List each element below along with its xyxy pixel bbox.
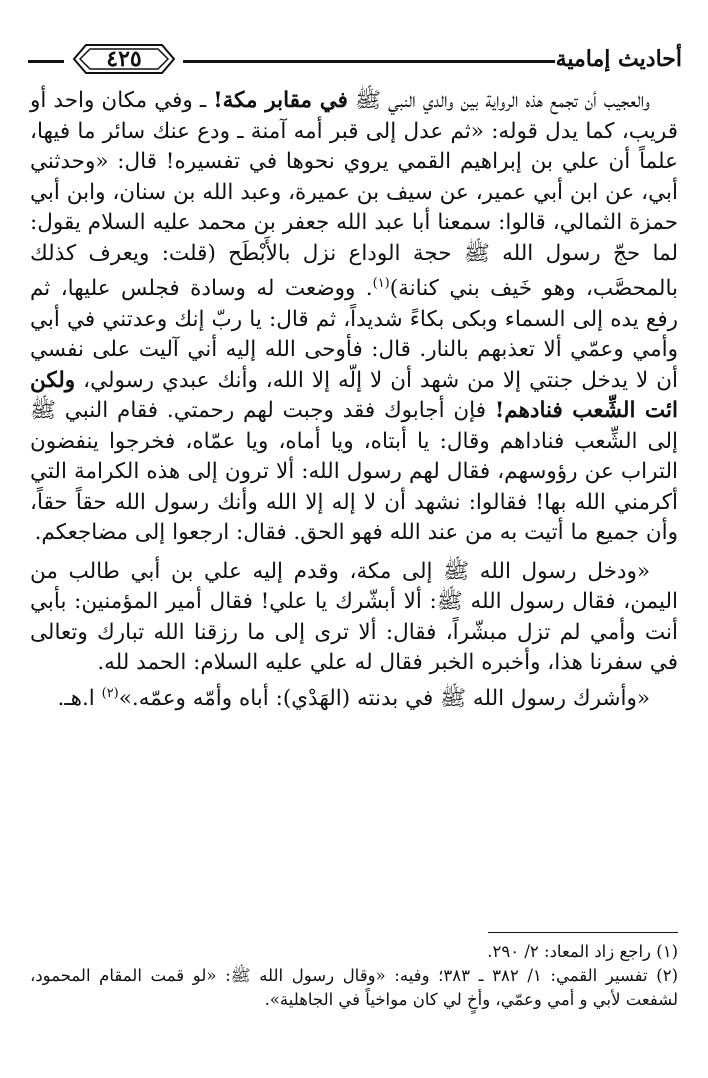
page-header — [18, 38, 690, 80]
text-run: ـ وفي مكان واحد أو قريب، كما يدل قوله: «ثم عدل إلى قبر أمه آمنة ـ ودع عنك سائر ما فيها، علماً أن علي بن إبراهيم القمي يروي نحوها في تفسيره! قال: «وحدثني أبي، عن ابن أبي عمير، عن سيف بن عميرة، وعبد الله بن سنان، وابن أبي حمزة الثمالي، قالوا: سمعنا أبا عبد الله جعفر بن محمد عليه السلام يقول: لما حجّ رسول الله ﷺ حجة الوداع نزل بالأَبْطَح (قلت: ويعرف كذلك بالمحصَّب، وهو خَيف بني كنانة) — [30, 88, 678, 302]
footnote-divider — [488, 932, 678, 933]
footnote: (٢) تفسير القمي: ١/ ٣٨٢ ـ ٣٨٣؛ وفيه: «وقال رسول الله ﷺ: «لو قمت المقام المحمود، لشفعت لأبي و أمي وعمّي، وأخٍ لي كان مواخياً في الجاهلية». — [30, 966, 678, 1009]
page-number: ٤٢٥ — [106, 46, 142, 72]
bold-text: في مقابر مكة! — [213, 88, 348, 113]
bold-text: ولكن ائت الشِّعب فنادهم! — [30, 367, 678, 424]
text-run: فإن أجابوك فقد وجبت لهم رحمتي. فقام النبي ﷺ إلى الشِّعب فناداهم وقال: يا أبتاه، ويا أماه، ويا عمّاه، فخرجوا ينفضون التراب عن رؤوسهم، فقال لهم رسول الله: ألا ترون إلى هذه الكرامة التي أكرمني الله بها! فقالوا: نشهد أن لا إله إلا الله وأنك رسول الله حقاً حقاً، وأن جميع ما أتيت به من عند الله فهو الحق. فقال: ارجعوا إلى مضاجعكم. — [30, 398, 678, 546]
page-number-badge — [68, 42, 180, 76]
paragraph — [30, 679, 678, 715]
footnotes — [30, 940, 678, 1012]
paragraph — [30, 86, 678, 549]
text-run: والعجيب أن تجمع هذه الرواية بين والدي النبي ﷺ — [347, 88, 650, 113]
text-run: ا.هـ. — [57, 685, 102, 711]
paragraph: «ودخل رسول الله ﷺ إلى مكة، وقدم إليه علي بن أبي طالب من اليمن، فقال رسول الله ﷺ: ألا أبشّرك يا علي! فقال أمير المؤمنين: بأبي أنت وأمي لم تزل مبشّراً، فقال: ألا ترى إلى ما رزقنا الله تبارك وتعالى في سفرنا هذا، وأخبره الخبر فقال له علي عليه السلام: الحمد لله. — [30, 558, 678, 676]
header-rule-left — [28, 60, 64, 63]
text-run: «وأشرك رسول الله ﷺ في بدنته (الهَدْي): أباه وأمّه وعمّه.» — [118, 685, 650, 711]
footnote: (١) راجع زاد المعاد: ٢/ ٢٩٠. — [487, 942, 678, 961]
footnote-ref: (٢) — [101, 685, 119, 701]
text-run: . ووضعت له وسادة فجلس عليها، ثم رفع يده إلى السماء وبكى بكاءً شديداً، ثم قال: يا ربّ إنك وعدتني في أبي وأمي وعمّي ألا تعذبهم بالنار. قال: فأوحى الله إليه أني آليت على نفسي أن لا يدخل جنتي إلا من شهد أن لا إلّه إلا الله، وأنك عبدي رسولي، — [30, 276, 678, 393]
header-rule — [183, 60, 555, 63]
footnote-ref: (١) — [372, 276, 390, 291]
running-title: أحاديث إمامية — [555, 46, 682, 72]
main-text — [30, 86, 678, 714]
